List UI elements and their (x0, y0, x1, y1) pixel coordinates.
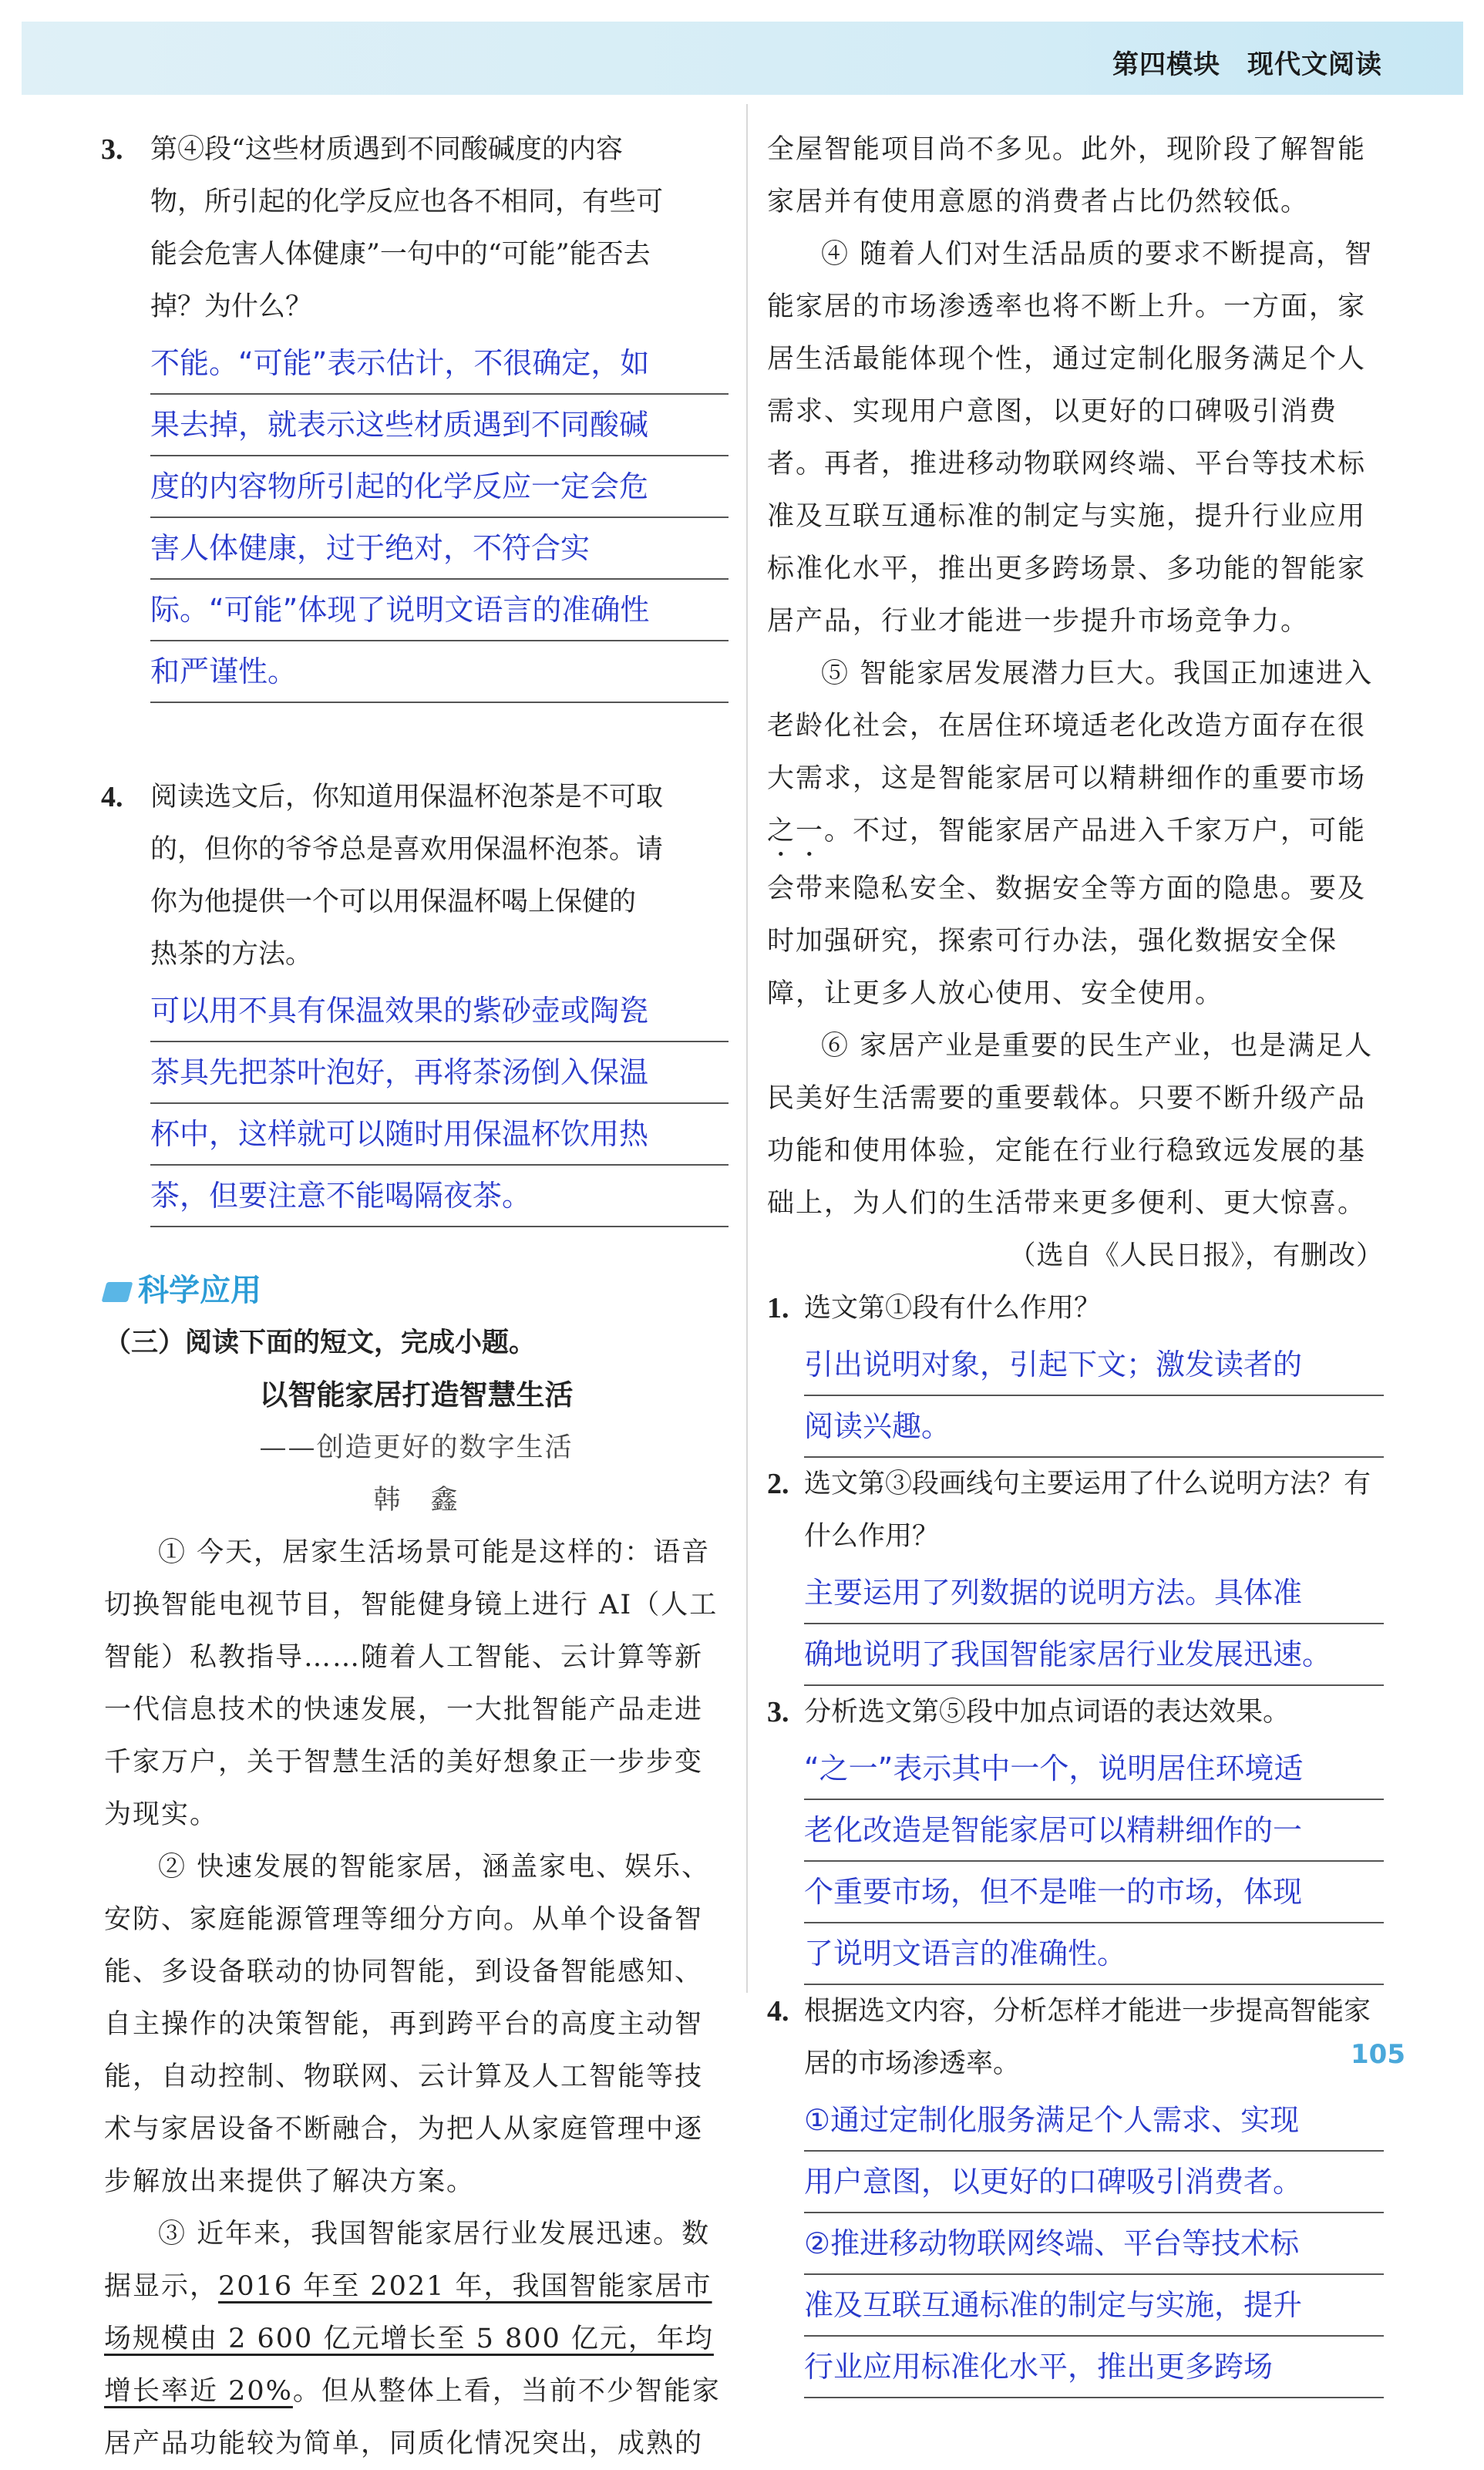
question-4-right (767, 1985, 1384, 2398)
question-number: 4. (767, 1995, 789, 2027)
answer-line: 杯中，这样就可以随时用保温杯饮用热 (150, 1104, 729, 1166)
answer-block (804, 2090, 1384, 2398)
left-column-q4 (101, 771, 729, 1227)
answer-block (804, 1738, 1384, 1985)
question-line: 第④段“这些材质遇到不同酸碱度的内容 (150, 134, 623, 165)
answer-line: ②推进移动物联网终端、平台等技术标 (804, 2213, 1384, 2275)
question-text: 根据选文内容，分析怎样才能进一步提高智能家居的市场渗透率。 (804, 1996, 1371, 2079)
question-text: 分析选文第⑤段中加点词语的表达效果。 (804, 1697, 1291, 1728)
article-title: 以智能家居打造智慧生活 (259, 1378, 574, 1412)
paragraph-2: ② 快速发展的智能家居，涵盖家电、娱乐、安防、家庭能源管理等细分方向。从单个设备智能、多设备联动的协同智能，到设备智能感知、自主操作的决策智能，再到跨平台的高度主动智能，自动控制、物联网、云计算及人工智能等技术与家居设备不断融合，为把人从家庭管理中逐步解放出来提供了解决方案。 (104, 1852, 711, 2197)
paragraph-3: ③ 近年来，我国智能家居行业发展迅速。数据显示，2016 年至 2021 年，我国智能家居市场规模由 2 600 亿元增长至 5 800 亿元，年均增长率近 20%。但从整体上看，当前不少智能家居产品功能较为简单，同质化情况突出，成熟的 (104, 2219, 721, 2459)
answer-line: 用户意图，以更好的口碑吸引消费者。 (804, 2152, 1384, 2213)
article-author: 韩 鑫 (373, 1485, 459, 1516)
question-3-right (767, 1686, 1384, 1985)
answer-block (150, 333, 729, 703)
module-title: 第四模块 现代文阅读 (1112, 49, 1382, 80)
section-heading: 科学应用 (104, 1264, 729, 1317)
answer-line: 可以用不具有保温效果的紫砂壶或陶瓷 (150, 981, 729, 1042)
answer-line: 际。“可能”体现了说明文语言的准确性 (150, 580, 729, 641)
left-column (101, 123, 729, 703)
question-3-left (101, 123, 729, 703)
book-icon (102, 1282, 133, 1302)
answer-line: 了说明文语言的准确性。 (804, 1923, 1384, 1985)
article-right (767, 123, 1384, 2398)
article-subtitle: ——创造更好的数字生活 (259, 1432, 574, 1463)
underlined-sentence: 2016 年至 2021 年，我国智能家居市场规模由 2 600 亿元增长至 5 800 亿元，年均增长率近 20% (104, 2271, 714, 2407)
answer-line: 和严谨性。 (150, 641, 729, 703)
paragraph-3-continued: 全屋智能项目尚不多见。此外，现阶段了解智能家居并有使用意愿的消费者占比仍然较低。 (767, 134, 1367, 217)
answer-line: 茶具先把茶叶泡好，再将茶汤倒入保温 (150, 1042, 729, 1104)
question-line: 能会危害人体健康”一句中的“可能”能否去 (150, 239, 651, 270)
question-line: 阅读选文后，你知道用保温杯泡茶是不可取 (150, 782, 664, 813)
paragraph-6: ⑥ 家居产业是重要的民生产业，也是满足人民美好生活需要的重要载体。只要不断升级产品功能和使用体验，定能在行业行稳致远发展的基础上，为人们的生活带来更多便利、更大惊喜。 (767, 1031, 1374, 1219)
question-line: 你为他提供一个可以用保温杯喝上保健的 (150, 887, 637, 917)
answer-block (150, 981, 729, 1227)
question-number: 3. (101, 133, 123, 166)
question-line: 热茶的方法。 (150, 939, 313, 970)
question-text: 选文第①段有什么作用？ (804, 1293, 1102, 1324)
answer-line: 个重要市场，但不是唯一的市场，体现 (804, 1862, 1384, 1923)
answer-line: 准及互联互通标准的制定与实施，提升 (804, 2275, 1384, 2337)
question-line: 的，但你的爷爷总是喜欢用保温杯泡茶。请 (150, 834, 664, 865)
column-divider (746, 104, 748, 1993)
question-number: 4. (101, 781, 123, 813)
page-header (22, 22, 1463, 95)
answer-line: 果去掉，就表示这些材质遇到不同酸碱 (150, 395, 729, 456)
answer-block (804, 1563, 1384, 1686)
question-4-left (101, 771, 729, 1227)
answer-line: “之一”表示其中一个，说明居住环境适 (804, 1738, 1384, 1800)
page-number: 105 (1351, 2039, 1405, 2070)
answer-line: 度的内容物所引起的化学反应一定会危 (150, 456, 729, 518)
question-2-right (767, 1458, 1384, 1686)
question-1-right (767, 1282, 1384, 1458)
answer-line: 引出说明对象，引起下文；激发读者的 (804, 1334, 1384, 1396)
answer-line: 茶，但要注意不能喝隔夜茶。 (150, 1166, 729, 1227)
answer-line: 行业应用标准化水平，推出更多跨场 (804, 2337, 1384, 2398)
question-line: 物，所引起的化学反应也各不相同，有些可 (150, 187, 664, 217)
question-text: 选文第③段画线句主要运用了什么说明方法？有什么作用？ (804, 1469, 1371, 1552)
article-left (104, 1264, 729, 2470)
section-instruction: （三）阅读下面的短文，完成小题。 (104, 1328, 537, 1358)
paragraph-1: ① 今天，居家生活场景可能是这样的：语音切换智能电视节目，智能健身镜上进行 AI（人工智能）私教指导……随着人工智能、云计算等新一代信息技术的快速发展，一大批智能产品走进千家万户，关于智慧生活的美好想象正一步步变为现实。 (104, 1537, 718, 1830)
answer-block (804, 1334, 1384, 1458)
answer-line: ①通过定制化服务满足个人需求、实现 (804, 2090, 1384, 2152)
dotted-word: 之一 (767, 816, 825, 846)
paragraph-4: ④ 随着人们对生活品质的要求不断提高，智能家居的市场渗透率也将不断上升。一方面，家居生活最能体现个性，通过定制化服务满足个人需求、实现用户意图，以更好的口碑吸引消费者。再者，推进移动物联网终端、平台等技术标准及互联互通标准的制定与实施，提升行业应用标准化水平，推出更多跨场景、多功能的智能家居产品，行业才能进一步提升市场竞争力。 (767, 239, 1374, 637)
answer-line: 老化改造是智能家居可以精耕细作的一 (804, 1800, 1384, 1862)
answer-line: 不能。“可能”表示估计，不很确定，如 (150, 333, 729, 395)
answer-line: 阅读兴趣。 (804, 1396, 1384, 1458)
question-number: 2. (767, 1468, 789, 1500)
answer-line: 害人体健康，过于绝对，不符合实 (150, 518, 729, 580)
question-number: 1. (767, 1292, 789, 1324)
answer-line: 主要运用了列数据的说明方法。具体准 (804, 1563, 1384, 1624)
paragraph-5: ⑤ 智能家居发展潜力巨大。我国正加速进入老龄化社会，在居住环境适老化改造方面存在很大需求，这是智能家居可以精耕细作的重要市场之一。不过，智能家居产品进入千家万户，可能会带来隐私安全、数据安全等方面的隐患。要及时加强研究，探索可行办法，强化数据安全保障，让更多人放心使用、安全使用。 (767, 658, 1374, 1009)
article-source: （选自《人民日报》，有删改） (1008, 1240, 1384, 1271)
answer-line: 确地说明了我国智能家居行业发展迅速。 (804, 1624, 1384, 1686)
question-line: 掉？为什么？ (150, 291, 313, 322)
question-number: 3. (767, 1696, 789, 1728)
